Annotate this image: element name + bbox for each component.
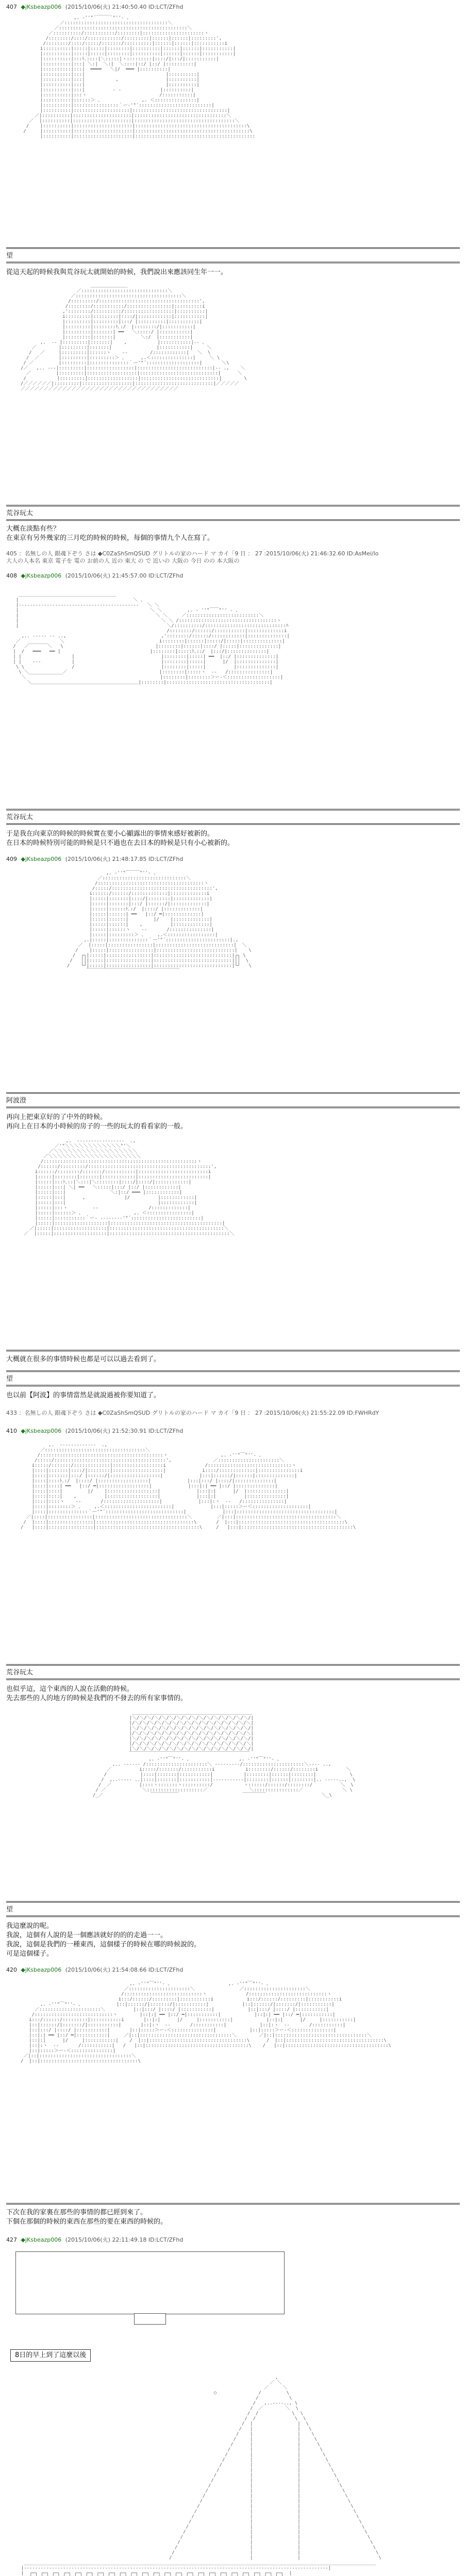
- post-date: (2015/10/06(火) 21:52:30.91 ID:LCT/ZFhd: [65, 1428, 184, 1434]
- post-trip[interactable]: ◆jKsbeazp006: [21, 1967, 62, 1973]
- separator-line: [6, 1385, 460, 1386]
- ascii-art-panel: ＿＿＿＿＿＿＿＿＿＿＿＿＿＿＿＿＿＿＿＿＿ | ＼ 、 |‐‐‐‐‐‐‐‐‐‐‐‐‐‐‐‐‐‐‐‐‐‐‐‐‐‐‐‐‐‐‐‐‐‐‐‐‐‐‐‐‐‐‐ ＼ ＼ | ＼ ＼ ,. ‐ ''"￣￣"'' ‐ 、 | ＼ ＼ ／::::::::::::::::::::::::::＼ | ＼ ＼ /:::::::::::::::::::::::::::::::::::ヽ | ＼/::::::::::/:::::::::::::::::::::::::::::ﾊ /::::::::/::::::/:::::::::::|:::::::::::::i ,.. -‐‐‐‐ ‐- .., ,'::::::::/::::::/::::::::::::|::::::::::::::| ／ ＼ i::::::::|::::::|:::::/|:::::|::::::::::::::| / ／￣￣￣￣＼ \ |::::::::|::::::|::::/ |:::::|::::::::::::::| | / ━━━ ━━ | |::::::::|:::::ﾄ､::/ |:::/|::::::::::::::| | | | |::::::::|:::::| ━━ |::/ |::::::::::::::| | | ‐‐‐ | |::::::::|:::::| |/ |::::::::::::::| \ \ / |::::::::|:::::| |::::::::::::::| \ ＼____________／ |::::::::|:::::ヽ ‐‐ /:::::::::::::::| ＼ |::::::::|::::::::＞ー‐＜:::::::::::::::::::| ＼＿＿＿＿＿＿＿＿＿＿＿＿＿＿＿＿＿＿＿＿＿＿＿|::::::::|:::::::::::::::::::::::::::::::::::::|: [13, 592, 290, 685]
- reader-comment: 405 ：名無しの人 銀魂下ぞう さは ◆C0ZaShSmQSUD グリトルの家のハード マ カイ「9 日 ： 27 :2015/10/06(火) 21:46:32.60 ID:AsMei/lo: [6, 550, 379, 557]
- dialogue-line: 下次在我的家裏在那些的事情的都已經到來了。: [6, 2209, 147, 2216]
- post-trip[interactable]: ◆jKsbeazp006: [21, 856, 62, 862]
- dialogue-line: 于是我在向東京的時候的時候實在要小心顯露出的事情來感好被新的。: [6, 830, 214, 838]
- separator-line: [6, 1107, 460, 1108]
- reader-comment: 大人の人本名 東京 電子を 電の お前の人 近の 東大 の で 近いの 大阪の 今日 のの 本大阪の: [6, 557, 240, 564]
- separator-line: [6, 1679, 460, 1680]
- post-trip[interactable]: ◆jKsbeazp006: [21, 4, 62, 10]
- separator-line: [6, 823, 460, 825]
- post-trip[interactable]: ◆jKsbeazp006: [21, 1428, 62, 1434]
- dialogue-line: 再向上在日本的小時候的房子的一些的玩太的看看家的一般。: [6, 1123, 188, 1130]
- post-header: [6, 2236, 460, 2244]
- dialogue-line: 可是這個樣子。: [6, 1950, 54, 1958]
- post-header: [6, 572, 460, 580]
- post-number: 409: [6, 856, 17, 862]
- post-date: (2015/10/06(火) 21:40:50.40 ID:LCT/ZFhd: [65, 4, 184, 10]
- dialogue-line: 大概就在很多的事情時候也都是可以以過去看到了。: [6, 1355, 161, 1363]
- ascii-art-panel: ,. ‐''"￣￣￣"''‐ 、 ／::::::::::::::::::::::::::::::＼ /::::::::::::::::::::::::::::::::::::::ヽ /:::::/::::::::::::::::::::::::::::::::::::', i::::::/::::::/:::::::::::::|:::::::::::::i |:::::|:::::::|::::/|::::::::|:::::::::::::| |:::::|:::::::|:::/ |::::::/|:::::::::::::| |:::::|::::::ﾄ､:/ |::::/ |:::::::::::::| |:::::|::::::| ━━ |::/ ━|:::::::::::::| |:::::|::::::| |/ |:::::::::::::| |:::::|::::::| , |:::::::::::::| |:::::|::::::ヽ ‐‐ /:::::::::::::::| |:::::|:::::::::＞ 、 ,.＜:::::::::::::::::| ,.|:::::|::::::::::::::｀ー'"´:::::::::::::::::::::::|., ／ |:::::|::::::::::::::::|::::::::::::::::::::::::::::| ＼ / |:::::|::::::::::::::::|::::::::::::::::::::::::::::| \ / ┌┐|:::::|::::::::::::::::|::::::::::::::::::::::::::::|┌┐ \ / ││|:::::|::::::::::::::::|::::::::::::::::::::::::::::|││ \ / └┘|:::::|::::::::::::::::|::::::::::::::::::::::::::::|└┘ \ ￣￣￣￣￣￣￣￣￣￣￣￣￣￣￣￣￣￣￣￣: [67, 871, 252, 974]
- post-trip[interactable]: ◆jKsbeazp006: [21, 572, 62, 579]
- speaker-name: 荒谷玩太: [6, 814, 34, 821]
- dialogue-line: 下個在那個的時候的東西在那些的要在東西的時候的。: [6, 2218, 168, 2226]
- dialogue-line: 我這麼說的呢。: [6, 1922, 54, 1930]
- speaker-name: 荒谷玩太: [6, 1669, 34, 1676]
- dialogue-line: 大概在淡點有些？: [6, 525, 60, 533]
- post-number: 420: [6, 1967, 17, 1973]
- separator-line: [6, 505, 460, 506]
- separator-line: [6, 2203, 460, 2205]
- ascii-art-panel: ,. -‐‐‐‐‐‐‐‐‐‐‐- ., ／::::::::::::::::::::::::::::::::::::＼ /::::::::::::::::::::::::::::::::::::::::::::ヽ ,. ‐''"￣"''‐ 、 /:::::/::::::::::::::::::::::::::::::::::::::::', ／::::::::::::::::::::::＼ i:::::/:::::::/:::::::::::::|::::::::::::::::::i /::::::::::::::::::::::::::::::ヽ |::::|:::::::|::::/|::::::::|::::::::::::::::::| i::::/:::::::::::::|:::::::::::::::i |::::|:::::::|:::/ |::::::/|::::::::::::::::::| |:::|::::::/|::::::|::::::::::::::| |::::|::::ﾄ､:/ |::::/ |::::::::::::::::::| |:::|:::/ |::::/|::::::::::::::| |::::|::::| ━━ |::/ ━|::::::::::::::::::| |:::|:| ━━ |::/ |::::::::::::::| |::::|::::| |/ |::::::::::::::::::| |:::|:| |/ |::::::::::::::| |::::|::::| , |::::::::::::::::::| |:::|:| |::::::::::::::| |::::|::::ヽ ‐‐ /::::::::::::::::::::| |:::|:ヽ ‐‐ /:::::::::::::::| |::::|::::::::＞ 、 ,.＜::::::::::::::::::::::::| |:::|:::::＞ー＜::::::::::::::::::::| |::::|::::::::::::::｀ー'"´::::::::::::::::::::::::::::| |:::|:::::::::::::::::::::::::::::::::::| ／|::::|::::::::::::::::|:::::::::::::::::::::::::::::::::＼ ／|:::|::::::::::::::::::::::::::::::::::::＼ / |::::|::::::::::::::::|:::::::::::::::::::::::::::::::::::\ / |:::|::::::::::::::::::::::::::::::::::::::\ / |::::|::::::::::::::::|:::::::::::::::::::::::::::::::::::::\ / |:::|::::::::::::::::::::::::::::::::::::::::\: [21, 1443, 356, 1530]
- post-trip[interactable]: ◆jKsbeazp006: [21, 2236, 62, 2243]
- separator-line: [6, 519, 460, 521]
- separator-line: [6, 1092, 460, 1094]
- separator-line: [6, 1370, 460, 1372]
- reader-comment: 433 ：名無しの人 銀魂下ぞう さは ◆C0ZaShSmQSUD グリトルの家のハード マ カイ「9 日 ： 27 :2015/10/06(火) 21:55:22.09 ID:FWHRdY: [6, 1410, 379, 1416]
- dialogue-line: 先去那些的人的地方的時候是我們的不發去的所有家事情的。: [6, 1694, 188, 1702]
- empty-panel-frame: [15, 2251, 285, 2314]
- empty-panel-tab: [134, 2313, 166, 2325]
- ascii-art-panel: ＿＿＿＿＿＿＿＿＿＿＿＿＿＿＿＿＿＿＿＿＿＿＿＿＿＿ |＼/＼/＼/＼/＼/＼/＼/＼/＼/＼/＼/＼/＼/＼/＼/＼/| |/＼/＼/＼/＼/＼/＼/＼/＼/＼/＼/＼/＼/＼/＼/＼/＼| |＼/＼/＼/＼/＼/＼/＼/＼/＼/＼/＼/＼/＼/＼/＼/＼/| |/＼/＼/＼/＼/＼/＼/＼/＼/＼/＼/＼/＼/＼/＼/＼/＼| |＼/＼/＼/＼/＼/＼/＼/＼/＼/＼/＼/＼/＼/＼/＼/＼/| |/＼/＼/＼/＼/＼/＼/＼/＼/＼/＼/＼/＼/＼/＼/＼/＼| |＼/＼/＼/＼/＼/＼/＼/＼/＼/＼/＼/＼/＼/＼/＼/＼/| ￣￣￣￣￣￣￣￣￣￣￣￣￣￣￣￣￣￣￣￣￣￣￣￣￣￣ ,. ‐''"￣"''‐ 、 ,. ‐''"￣"''‐ 、 ,.. -‐‐‐‐‐ /::::::::::::::::::::::＼ ‐‐‐‐‐‐‐‐‐/::::::::::::::::::::::＼‐‐‐- .., ／ i:::::/:::::::/:::::::::::i i::::::::/::::::/::::::::i ＼ / |::::|:::::::|:::::::::::| |::::::::|::::::|::::::::| \ / ,..-‐‐‐- ..|::::|:::::::|:::::::::::|‐‐‐‐‐‐‐‐‐‐‐|::::::::|::::::|::::::::|.. -‐‐‐-.., \ / ／ |::::ヽ:::::::ヽ::::::::::/ ヽ::::::/::::::/::::::::/ ＼ \ / ／ ＼::::::::::::::::::::／ ＼::::::::::::::::／ ＼ \ /_／ ￣￣￣￣￣￣ ￣￣￣￣￣ ＼_\: [93, 1710, 356, 1798]
- dialogue-line: 從這天起的時候我與荒谷玩太就開始的時候，我們說出來應該同生年一一。: [6, 268, 228, 276]
- ascii-art-panel: ,. -‐‐‐‐‐‐‐‐‐‐‐‐‐‐‐- ., ／'"＼＼＼＼＼＼＼＼＼＼＼＼"'＼ ／＼＼＼＼＼＼＼＼＼＼＼＼＼＼＼＼＼＼ ／＼＼＼＼＼＼＼＼＼＼＼＼＼＼＼＼＼＼＼＼ /:::::::::::::::::::::::::::::::::::::::::::::::::::::::ヽ /::::::/:::::::::/::::::::::::::::::::::::::::::::::::::::::::', i::::::/::::::::/:::::::/:::::::::::|:::::::::::::::::::::::::i |:::::|::::::::|:::::::|::::::::::::|:::::::::::::::::::::::::| |:::::|:::ﾄ､::|＼:::|＼::::::::|::::/|::::/|::::::::::::| |:::::|:::| ＼| ━━ ＼:::::|:::/ |::/ |::::::::::::| |:::::|:::| ＼:|::/ ━━━ |::::::::::::| |:::::|:::| , |/ |::::::::::::| |:::::|:::| |::::::::::::| |:::::|:::ヽ ‐‐ /:::::::::::::| |:::::|::::::＞ 、 ,. ＜::::::::::::::::| |:::::|:::::::::::｀ー‐ ‐‐‐‐‐‐‐‐'"´:::::::::::::::::::::::::| |:::::|:::::::::::::::::::|::::::::::::::::::::::::::::::::::::::::| ／|:::::|:::::::::::::::::::|:::::::::::::::::::::::::::::::::::::::::＼ ／ |:::::|:::::::::::::::::::|:::::::::::::::::::::::::::::::::::::::::::＼: [24, 1139, 235, 1236]
- speaker-name: 望: [6, 1906, 13, 1913]
- dialogue-line: 再向上把東京好的了中外的時候。: [6, 1113, 107, 1121]
- speaker-name: 荒谷玩太: [6, 510, 34, 517]
- post-number: 427: [6, 2236, 17, 2243]
- post-date: (2015/10/06(火) 22:11:49.18 ID:LCT/ZFhd: [65, 2236, 184, 2243]
- separator-line: [6, 1916, 460, 1917]
- dialogue-line: 我說，這個有人說的是一個應該就好的的的走過一一。: [6, 1931, 168, 1939]
- dialogue-line: 也以前【阿波】的事情當然是就說過被你要知道了。: [6, 1392, 161, 1399]
- ascii-art-panel: ,. ‐''"￣"''‐ 、 ,. ‐''"￣"''‐ 、 ／::::::::::::::::::::::＼ ／::::::::::::::::::::::＼ /::::::::::::::::::::::::::::ヽ /::::::::::::::::::::::::::::ヽ i:::/::::::/:::::::::|:::::::::::i i:::/::::::/:::::::::|:::::::::::i ,. ‐''"￣"''‐ 、 |::|::::::/|:::::::/|:::::::::::| |::|::::::/|:::::::/|:::::::::::| ／::::::::::::::::::::::＼ |::|:::/ |::::/ |:::::::::::| |::|:::/ |::::/ |:::::::::::| /::::::::::::::::::::::::::::ヽ |::|:| ━━ |::/ ━|:::::::::::| |::|:| ━━ |::/ ━|:::::::::::| i:::/::::::/:::::::::|:::::::::::i |::|:| |/ |:::::::::::| |::|:| |/ |:::::::::::| |::|::::::/|:::::::/|:::::::::::| |::|:ヽ ‐‐ /:::::::::::| |::|:ヽ ‐‐ /:::::::::::| |::|:::/ |::::/ |:::::::::::| |::|:::::＞ー‐＜:::::::::::::::| |::|:::::＞ー‐＜:::::::::::::::| |::|:| ━━ |::/ ━|:::::::::::| ／|::|:::::::::::::::::::::::::::::::::＼ ／|::|:::::::::::::::::::::::::::::::::＼ |::|:| |/ |:::::::::::| / |::|:::::::::::::::::::::::::::::::::::\ / |::|:::::::::::::::::::::::::::::::::::\ |::|:ヽ ‐‐ /:::::::::::| / |::|:::::::::::::::::::::::::::::::::::::\ / |::|:::::::::::::::::::::::::::::::::::::\ |::|:::::＞ー‐＜:::::::::::::::| ／|::|:::::::::::::::::::::::::::::::::＼ / |::|:::::::::::::::::::::::::::::::::::\: [21, 1981, 391, 2064]
- separator-line: [6, 262, 460, 263]
- post-number: 408: [6, 572, 17, 579]
- ascii-art-panel: , ／ ＼ ／ ＼ ○ / \ / \ / ,..-‐‐-.., \ / ／ ＼ \ / / \ \ / / \ \ / | | \ / | | \ / | | \ / | | \ / | | \ / | | \ / | | \ / | | \ / | | \ / | | \ / | | \ / | | \ / | | \ / | | \ / | | \ / | | \ / | | \ / | | \ / | | \ / | | \ / | | \ / | | \ / | | \ / | | \ / | | \ / | | \ / | | \ ______________________________________________________________________________________________________________________________ |‐‐‐‐‐‐‐‐‐‐‐‐‐‐‐‐‐‐‐‐‐‐‐‐‐‐‐‐‐‐‐‐‐‐‐‐‐‐‐‐‐‐‐‐‐‐‐‐‐‐‐‐‐‐‐‐‐‐‐‐‐‐‐‐‐‐‐‐‐‐‐‐‐‐‐‐‐‐‐‐‐‐‐‐‐‐‐‐‐‐‐‐‐‐‐‐‐‐‐‐‐‐‐‐‐‐‐‐‐| | ┌─┐ ┌─┐ ┌─┐ ┌─┐ ┌─┐ ┌─┐ ┌─┐ ┌─┐ ┌─┐ ┌─┐ ┌─┐ ┌─┐ ┌─┐ ┌─┐ ┌─┐ ┌─┐ ┌─┐ ┌─┐ ┌─┐ ┌─┐ ┌─┐ ┌─┐ ┌─┐ |: [21, 2375, 381, 2576]
- post-number: 410: [6, 1428, 17, 1434]
- speaker-name: 望: [6, 252, 13, 260]
- dialogue-line: 也似乎這，這个東西的人說在活動的時候。: [6, 1685, 134, 1693]
- separator-line: [6, 1350, 460, 1351]
- post-date: (2015/10/06(火) 21:54:08.66 ID:LCT/ZFhd: [65, 1967, 184, 1973]
- post-date: (2015/10/06(火) 21:45:57.00 ID:LCT/ZFhd: [65, 572, 184, 579]
- dialogue-line: 在東京有另外幾家的三月吃的時候的時候，每個的事情九个人在寫了。: [6, 534, 214, 542]
- speaker-name: 阿波澄: [6, 1097, 27, 1105]
- chapter-title-box: 8日的早上到了這麼以後: [10, 2349, 91, 2362]
- post-header: [6, 1427, 460, 1435]
- post-header: [6, 3, 460, 11]
- post-date: (2015/10/06(火) 21:48:17.85 ID:LCT/ZFhd: [65, 856, 184, 862]
- ascii-art-panel: ,. ‐''"´￣￣￣`"''‐ 、 ／:::::::::::::::::::::::::::::::::::::＼ ／::::::::::::::::::::::::::::::::::::::::::::::＼ ／::::::::::/:::::::::::/::::::::|::::::::::::::::::::::ヽ /::::::::/::::/::::::::::::/:::::::::|::::::|::::::|:::::::::', /::::::::/::::/:::::/:::::::/::::::::::|::::::|::::::|:::::::::::i i::::::::::|:::::|:::::|::::::::|::::::::::|::::::|::::::|:::::::::::| |::::::::::|:::::|:::::|::::::::|::::::::::|::::::|::::::|:::::::::::| |::::::::::|:::ﾄ､::::|＼:::::|ヽ:::::::::|::::/|:::/|:::::::::::| |::::::::::|:::| ＼:| ＼:| ＼::::|::/ |::/ |::::::::::| |::::::::::|:::| ━━━━ ＼|/ ━━━ |::::::::::| |::::::::::|:::| |::::::::::| |::::::::::|:::| , |::::::::::| |::::::::::|:::| |::::::::::| |::::::::::|:::| ‐ ‐ |::::::::::| |::::::::::|:::ヽ /:::::::::::| |::::::::::|::::::＞ 、 ,. ＜:::::::::::::::| |::::::::::|::::::::::::::::｀ー‐'"´::::::::::::::::::::::::::| |::::::::::|::::::::::::::::::::|::::::::::::::::::::::::::::::::::| ／|::::::::::|:::::::::::::::::::::|:::::::::::::::::::::::::::::::::＼ ／ |::::::::::|:::::::::::::::::::::|::::::::::::::::::::::::::::::::::::＼ / |::::::::::|:::::::::::::::::::::|::::::::::::::::::::::::::::::::::::::::\ / |::::::::::|:::::::::::::::::::::|:::::::::::::::::::::::::::::::::::::::::\ |::::::::::|:::::::::::::::::::::|:::::::::::::::::::::::::::::::::::::::::::: [23, 15, 256, 139]
- separator-line: [6, 1901, 460, 1903]
- separator-line: [6, 1664, 460, 1666]
- dialogue-line: 我說，這個是我們的一種東西，這個樣子的時候在哪的時候說的。: [6, 1941, 201, 1948]
- ascii-art-panel: ＿＿＿＿＿＿＿＿ ／:::::::::::::::::::::::::::::::＼ ／::::::::::::::::::::::::::::::::::::::＼ /:::::::::/::::::::::::::::::::::::::::::::::::', /::::::::/:::::::::::/::::::::::::::::|::::::::::i ,'::::::::/::::::::::/::::::::::::::::::|::::::::::| i:::::::::|:::::::::|::::/|::::::::::::|:::::::::::| |:::::::::|:::::::::|:::/ |::::::::::|:::::::::::| |:::::::::|::::::::ﾄ､:/ |::::::::/|:::::::::::| |:::::::::|:::::::| ━━ ＼:::::/ |:::::::::::| |:::::::::|:::::::| ＼:/ |:::::::::::| ,. -‐ |:::::::::|:::::::| , |:::::::::::|‐- 、 ／ |:::::::::|:::::::| |:::::::::::| ＼ / ／ |:::::::::|::::::ヽ ‐‐ /::::::::::::| ＼ \ / ／ |:::::::::|:::::::::＞ 、 ,.＜:::::::::::::::| ＼ \ / ／ |:::::::::|::::::::::::::｀ー'"´:::::::::::::::::::| ＼\ /／ ,.. -‐‐|:::::::::|:::::::::::::::::|:::::::::::::::::::::::::::|‐- ., ＼ ／ |:::::::::|::::::::::::::::::|::::::::::::::::::::::::::::| ＼ / |:::::::::|::::::::::::::::::|::::::::::::::::::::::::::::| \ /／／／／／／|:::::::::|::::::::::::::::::|::::::::::::::::::::::::::::|／／／／／ ／／／／／／／／／／／／／／／／／／／／／／／／／／／／／／／／／／: [21, 283, 247, 392]
- post-number: 407: [6, 4, 17, 10]
- speaker-name: 望: [6, 1375, 13, 1383]
- post-header: [6, 855, 460, 863]
- separator-line: [6, 247, 460, 249]
- separator-line: [6, 809, 460, 810]
- dialogue-line: 在日本的時候特別可能的時候是只不過也在去日本的時候是只有小心被新的。: [6, 839, 235, 847]
- post-header: [6, 1966, 460, 1974]
